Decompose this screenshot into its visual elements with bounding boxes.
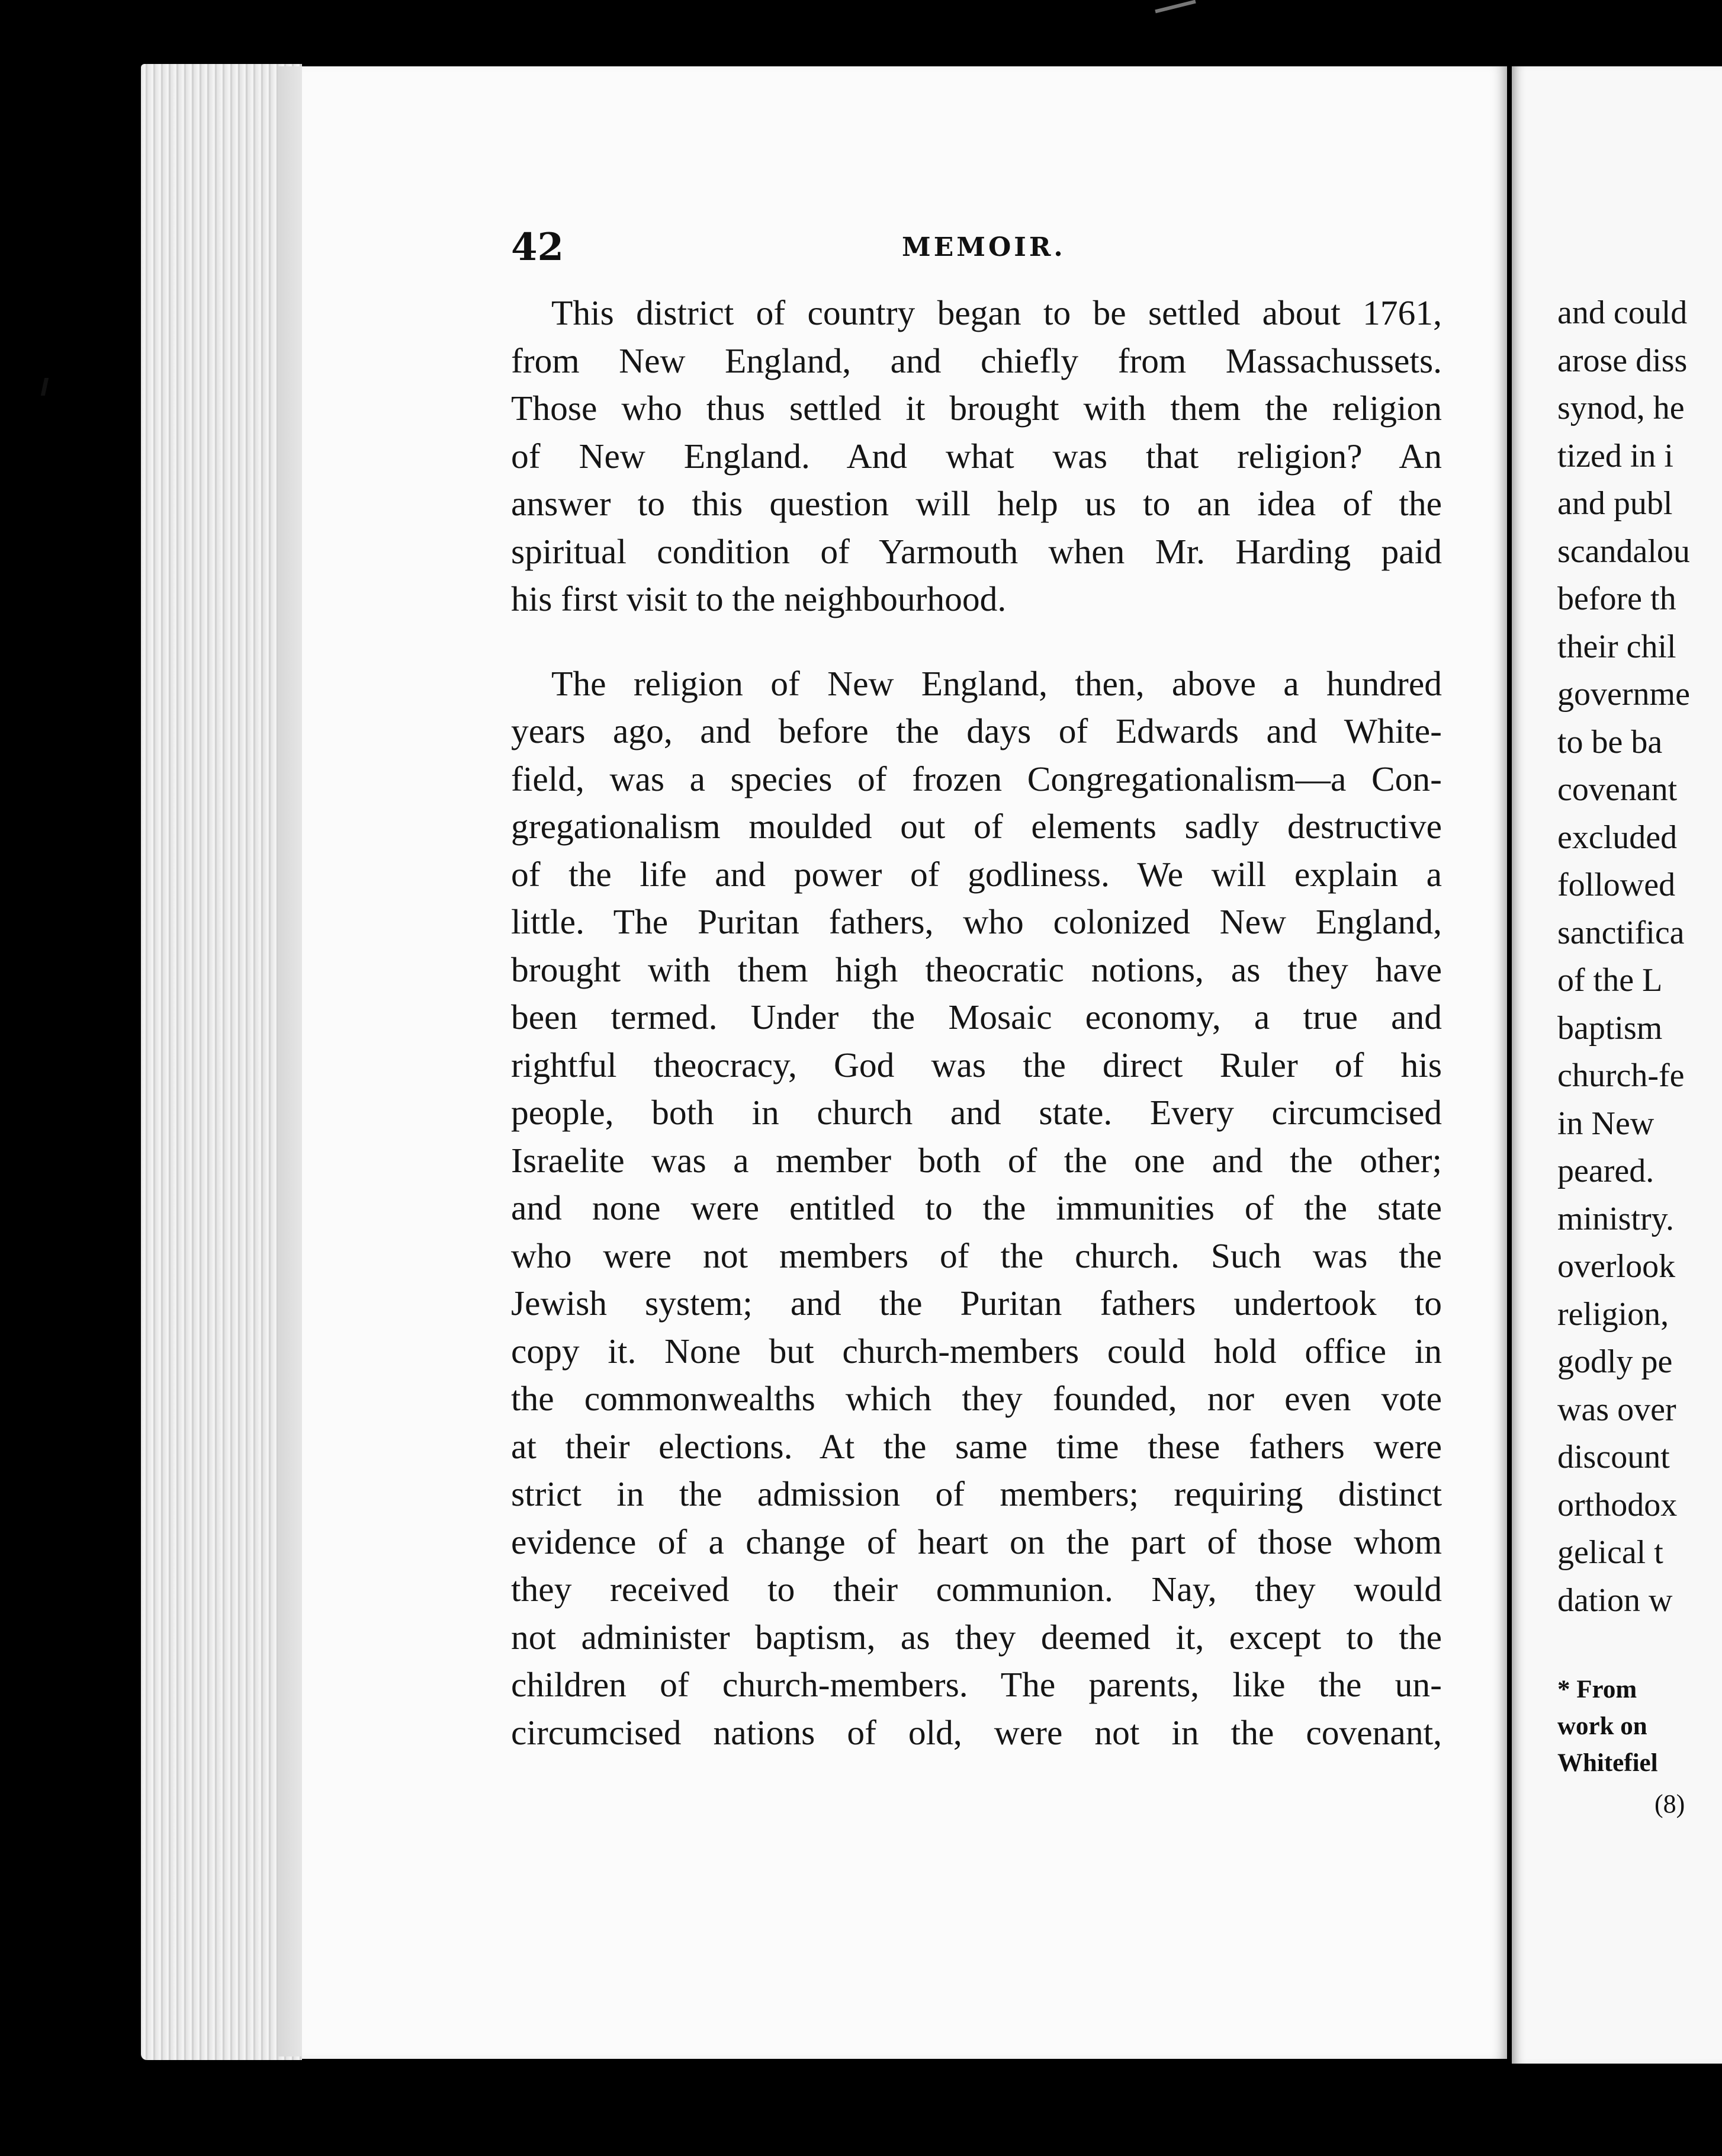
running-head bbox=[511, 225, 1442, 278]
text-line: children of church-members. The parents, like the un- bbox=[511, 1665, 1442, 1704]
text-line: they received to their communion. Nay, they would bbox=[511, 1570, 1442, 1609]
text-line: and publ bbox=[1557, 485, 1673, 522]
text-line: of the life and power of godliness. We will explain a bbox=[511, 854, 1442, 894]
text-line: brought with them high theocratic notions, as they have bbox=[511, 949, 1442, 989]
text-line: and could bbox=[1557, 294, 1688, 331]
text-line: their chil bbox=[1557, 628, 1676, 665]
text-line: covenant bbox=[1557, 771, 1678, 808]
text-line: his first visit to the neighbourhood. bbox=[511, 579, 1007, 618]
text-line: excluded bbox=[1557, 819, 1678, 856]
text-line: field, was a species of frozen Congregationalism—a Con- bbox=[511, 759, 1442, 798]
body-text bbox=[511, 289, 1442, 1756]
text-line: This district of country began to be settled about 1761, bbox=[551, 293, 1442, 332]
text-line: Israelite was a member both of the one and the other; bbox=[511, 1140, 1442, 1180]
text-line: in New bbox=[1557, 1105, 1654, 1142]
text-line: rightful theocracy, God was the direct Ruler of his bbox=[511, 1045, 1442, 1085]
stray-ink-mark bbox=[1155, 0, 1196, 13]
text-line: ministry. bbox=[1557, 1200, 1675, 1237]
text-line: answer to this question will help us to an idea of the bbox=[511, 484, 1442, 523]
text-line: peared. bbox=[1557, 1153, 1654, 1189]
stray-ink-mark bbox=[41, 378, 49, 396]
text-line: was over bbox=[1557, 1391, 1676, 1428]
text-line: governme bbox=[1557, 676, 1690, 713]
text-line: overlook bbox=[1557, 1248, 1676, 1285]
text-line: godly pe bbox=[1557, 1343, 1673, 1380]
text-line: scandalou bbox=[1557, 532, 1690, 570]
signature-mark: (8) bbox=[1654, 1789, 1685, 1818]
footnote-line: Whitefiel bbox=[1557, 1749, 1658, 1777]
text-line: The religion of New England, then, above a hundred bbox=[551, 663, 1442, 703]
text-line: to be ba bbox=[1557, 723, 1663, 761]
text-line: little. The Puritan fathers, who colonized New England, bbox=[511, 902, 1442, 941]
right-page-text bbox=[1557, 289, 1722, 1624]
right-page-footnote bbox=[1557, 1671, 1722, 1782]
text-line: followed bbox=[1557, 867, 1676, 903]
text-line: tized in i bbox=[1557, 437, 1673, 474]
paragraph-gap bbox=[511, 623, 1442, 660]
text-line: copy it. None but church-members could hold office in bbox=[511, 1331, 1442, 1371]
text-line: from New England, and chiefly from Massachussets. bbox=[511, 341, 1442, 380]
text-line: Jewish system; and the Puritan fathers undertook to bbox=[511, 1284, 1442, 1323]
text-line: gregationalism moulded out of elements sadly destructive bbox=[511, 807, 1442, 846]
text-line: synod, he bbox=[1557, 390, 1685, 426]
text-line: discount bbox=[1557, 1439, 1670, 1475]
page-number: 42 bbox=[511, 225, 564, 270]
text-line: people, both in church and state. Every circumcised bbox=[511, 1093, 1442, 1132]
text-line: at their elections. At the same time these fathers were bbox=[511, 1426, 1442, 1466]
text-line: of the L bbox=[1557, 962, 1663, 999]
text-line: circumcised nations of old, were not in the covenant, bbox=[511, 1712, 1442, 1752]
footnote-line: * From bbox=[1557, 1676, 1637, 1703]
text-line: the commonwealths which they founded, nor even vote bbox=[511, 1379, 1442, 1418]
text-line: been termed. Under the Mosaic economy, a true and bbox=[511, 997, 1442, 1037]
text-line: evidence of a change of heart on the part of those whom bbox=[511, 1522, 1442, 1561]
text-line: church-fe bbox=[1557, 1057, 1685, 1094]
text-line: not administer baptism, as they deemed it, except to the bbox=[511, 1617, 1442, 1657]
text-line: dation w bbox=[1557, 1581, 1673, 1619]
text-line: gelical t bbox=[1557, 1534, 1663, 1571]
text-line: arose diss bbox=[1557, 342, 1688, 379]
text-line: of New England. And what was that religion? An bbox=[511, 436, 1442, 476]
text-line: strict in the admission of members; requiring distinct bbox=[511, 1474, 1442, 1513]
text-line: before th bbox=[1557, 580, 1676, 617]
text-line: orthodox bbox=[1557, 1486, 1678, 1523]
text-line: and none were entitled to the immunities of the state bbox=[511, 1188, 1442, 1227]
footnote-line: work on bbox=[1557, 1712, 1647, 1740]
text-line: religion, bbox=[1557, 1295, 1669, 1333]
text-line: baptism bbox=[1557, 1009, 1663, 1047]
text-line: years ago, and before the days of Edwards and White- bbox=[511, 711, 1442, 750]
text-line: sanctifica bbox=[1557, 914, 1685, 951]
text-line: spiritual condition of Yarmouth when Mr. Harding paid bbox=[511, 531, 1442, 571]
running-title: MEMOIR. bbox=[902, 232, 1066, 262]
text-line: Those who thus settled it brought with them the religion bbox=[511, 389, 1442, 428]
text-line: who were not members of the church. Such was the bbox=[511, 1236, 1442, 1275]
